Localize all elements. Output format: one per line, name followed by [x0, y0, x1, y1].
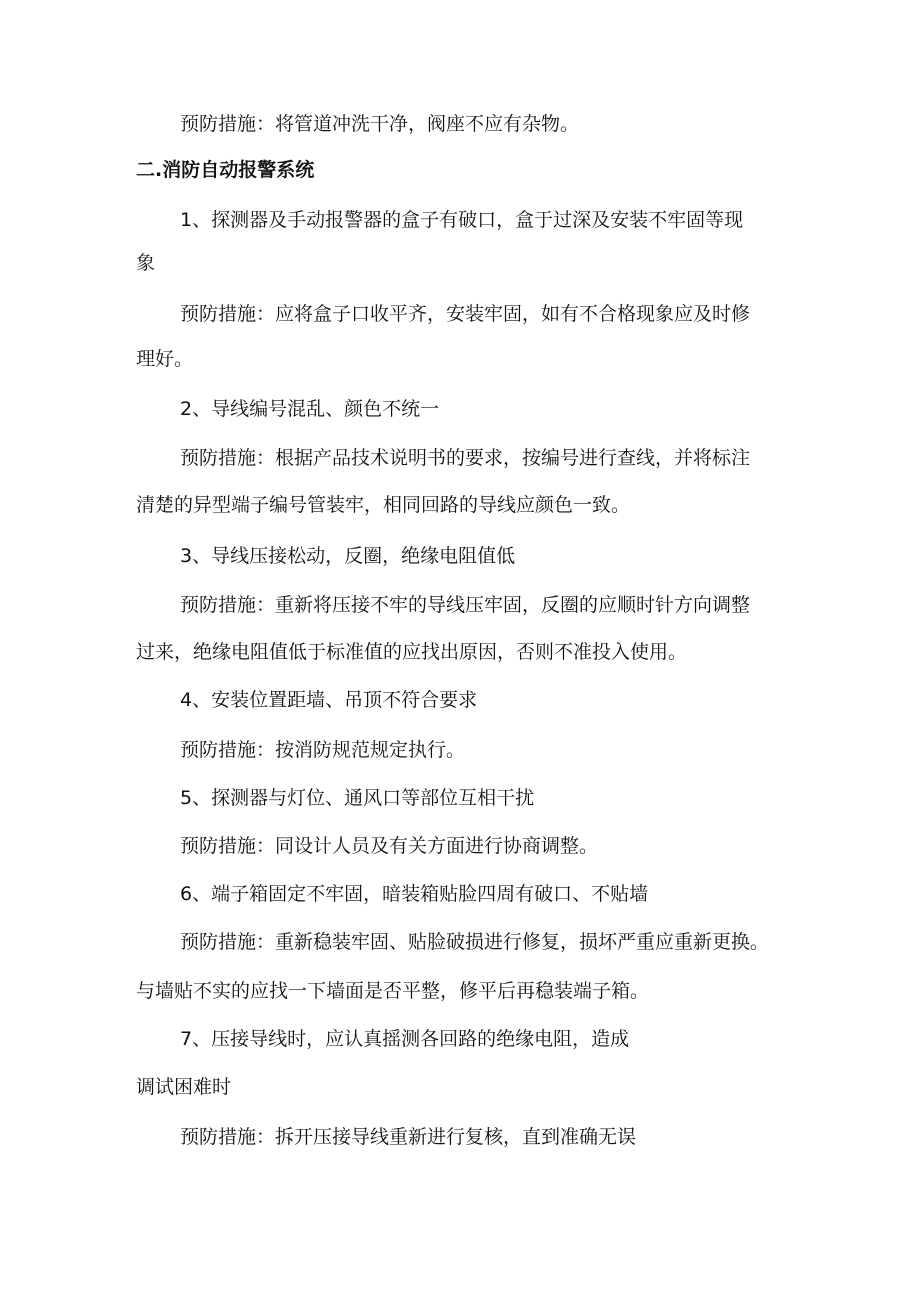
measure-6-text: 预防措施：重新稳装牢固、贴脸破损进行修复，损坏严重应重新更换。 — [180, 931, 770, 953]
measure-2-continued: 清楚的异型端子编号管装牢，相同回路的导线应颜色一致。 — [136, 494, 631, 516]
issue-6-text: 6、端子箱固定不牢固，暗装箱贴脸四周有破口、不贴墙 — [180, 883, 649, 905]
measure-pipe-flush: 预防措施：将管道冲洗干净，阀座不应有杂物。 — [180, 113, 580, 135]
measure-1-text: 预防措施：应将盒子口收平齐，安装牢固，如有不合格现象应及时修 — [180, 303, 751, 325]
issue-4-text: 4、安装位置距墙、吊顶不符合要求 — [180, 689, 478, 711]
measure-1-continued: 理好。 — [136, 348, 194, 370]
issue-2-text: 2、导线编号混乱、颜色不统一 — [180, 398, 440, 420]
measure-3-text: 预防措施：重新将压接不牢的导线压牢固，反圈的应顺时针方向调整 — [180, 594, 751, 616]
measure-4-text: 预防措施：按消防规范规定执行。 — [180, 739, 466, 761]
issue-1-text: 1、探测器及手动报警器的盒子有破口，盒于过深及安装不牢固等现 — [180, 209, 744, 231]
issue-7-text: 7、压接导线时，应认真摇测各回路的绝缘电阻，造成 — [180, 1028, 630, 1050]
measure-7-text: 预防措施：拆开压接导线重新进行复核，直到准确无误 — [180, 1126, 637, 1148]
measure-5-text: 预防措施：同设计人员及有关方面进行协商调整。 — [180, 835, 599, 857]
issue-3-text: 3、导线压接松动，反圈，绝缘电阻值低 — [180, 545, 516, 567]
issue-1-continued: 象 — [136, 252, 156, 274]
issue-7-continued: 调试困难时 — [136, 1076, 232, 1098]
measure-2-text: 预防措施：根据产品技术说明书的要求，按编号进行查线，并将标注 — [180, 447, 751, 469]
measure-3-continued: 过来，绝缘电阻值低于标准值的应找出原因，否则不准投入使用。 — [136, 641, 688, 663]
section-heading-fire-alarm: 二.消防自动报警系统 — [136, 159, 315, 181]
measure-6-continued: 与墙贴不实的应找一下墙面是否平整，修平后再稳装端子箱。 — [136, 980, 650, 1002]
issue-5-text: 5、探测器与灯位、通风口等部位互相干扰 — [180, 787, 535, 809]
